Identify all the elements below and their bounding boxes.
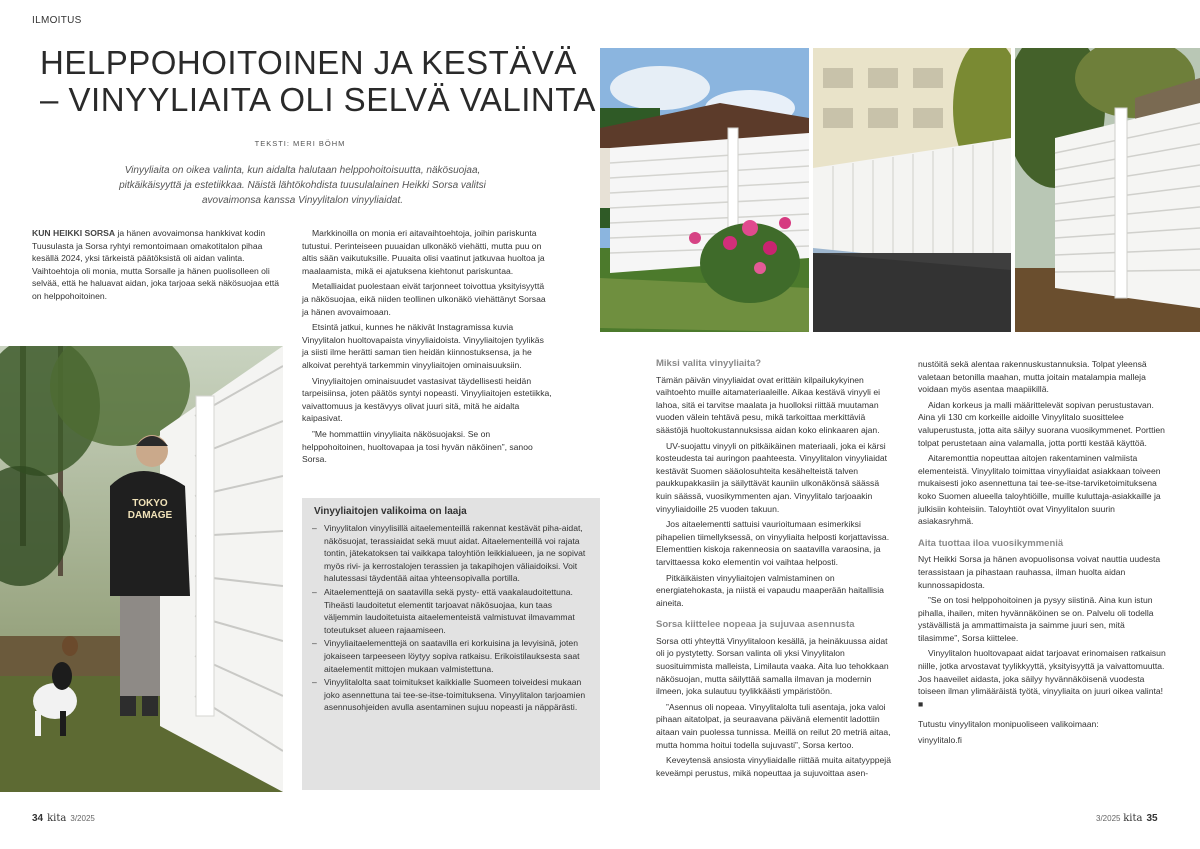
magazine-name: kita [1123,813,1143,824]
col3-p7: Keveytensä ansiosta vinyyliaidalle riittää muita aitatyyppejä keveämpi perustus, mikä nopeuttaa ja sujuvoittaa asen- [656,755,891,778]
sidebar-item: – Vinyylitalon vinyylisillä aitaelementeillä rakennat kestävät piha-aidat, näkösuojat, terassiaidat sekä muut aidat. Aitaelementeillä voi rajata tontin, jätekatoksen tai vaikkapa taloyhtiön leikkialueen, ja ne sopivat myös rivi- ja kerrostalojen terassien ja takapihojen väliaidoiksi. Voit halutessasi täydentää aitaa yhteensopivalla portilla. [312,522,588,585]
website-link[interactable]: vinyylitalo.fi [918,735,962,746]
col4-p1: nustöitä sekä alentaa rakennuskustannuksia. Tolpat yleensä valetaan betonilla maahan, mutta joitain matalampia malleja voidaan myös asentaa maapiikillä. [918,359,1147,395]
col4-p6: Vinyylitalon huoltovapaat aidat tarjoavat erinomaisen ratkaisun niille, jotka arvostavat tyylikkyyttä, yksityisyyttä ja vaivattomuutta. Jos haaveilet aidasta, joka säilyy hyvännäköisenä vuodesta toiseen ilman ylimääräistä työtä, vinyyliaita on juuri oikea valinta! ■ [918,648,1166,709]
byline: TEKSTI: MERI BÖHM [254,139,346,148]
sidebar-list [312,522,588,714]
column-2 [302,227,552,469]
col2-p5: ”Me hommattiin vinyyliaita näkösuojaksi. Se on helppohoitoinen, huoltovapaa ja tosi hyvän näköinen”, sanoo Sorsa. [302,428,533,465]
lede: Vinyyliaita on oikea valinta, kun aidalta halutaan helppohoitoisuutta, näkösuojaa, pitkäikäisyyttä ja estetiikkaa. Näistä lähtökohdista tuusulalainen Heikki Sorsa valitsi avovaimonsa kanssa Vinyylitalon vinyyliaidat. [119,165,486,206]
sidebar-item: – Vinyyliaitaelementtejä on saatavilla eri korkuisina ja levyisinä, joten jokaiseen tarpeeseen löytyy sopiva ratkaisu. Erikoistilauksesta saat aitaelementit mittojen mukaan valmistettuna. [312,637,588,675]
sidebar-heading: Vinyyliaitojen valikoima on laaja [314,506,467,517]
sidebar-item: – Vinyylitalolta saat toimitukset kaikkialle Suomeen toiveidesi mukaan joko asennettuna tai tee-se-itse-toimituksena. Vinyylitalon tarjoamien asennusohjeiden avulla asentaminen sujuu nopeasti ja näppärästi. [312,676,588,714]
col1-paragraph: KUN HEIKKI SORSA ja hänen avovaimonsa hankkivat kodin Tuusulasta ja Sorsa ryhtyi remontoimaan omakotitalon pihaa kesällä 2024, yksi tärkeistä päätöksistä oli aidan valinta. Vaihtoehtoja oli monia, mutta Sorsalle ja hänen puolisolleen oli selvää, että he haluavat aidan, joka tarjoaa sekä näkösuojaa että on helppohoitoinen. [32,228,280,301]
column-1 [32,227,282,306]
col2-p3: Etsintä jatkui, kunnes he näkivät Instagramissa kuvia Vinyylitalon huoltovapaista vinyyliaidoista. Vinyyliaitojen tyylikäs ja siisti ilme herätti saman tien heidän kiinnostuksensa, ja he alkoivat perehtyä tarkemmin vinyyliaitojen ominaisuuksiin. [302,322,544,370]
hoodie-text-2: DAMAGE [127,510,173,521]
lead-in: KUN HEIKKI SORSA [32,228,116,238]
folio-left [32,813,95,824]
photo-fence-roses [600,48,809,332]
col4-p7: Tutustu vinyylitalon monipuoliseen valikoimaan: [918,719,1099,730]
photo-fence-building [813,48,1011,332]
col4-p2: Aidan korkeus ja malli määrittelevät sopivan perustustavan. Aina yli 130 cm korkeille aidoille Vinyylitalo suosittelee valuperustusta, jotta aita säilyy suorana vuosikymmenet. Porttien tolpat perustetaan aina valamalla, jotta portti kestää käyttöä. [918,399,1165,448]
article-title [40,44,596,118]
column-3 [656,358,896,782]
col3-p6: ”Asennus oli nopeaa. Vinyylitalolta tuli asentaja, joka valoi pihaan aitatolpat, ja seuraavana päivänä elementit ladottiin aitaan vain puolessa tunnissa. Meillä on reilut 20 metriä aitaa, mutta homma hoitui todella sujuvasti”, Sorsa kertoo. [656,701,891,750]
title-line-1: HELPPOHOITOINEN JA KESTÄVÄ [40,44,577,81]
magazine-name: kita [47,813,67,824]
col3-p3: Jos aitaelementti sattuisi vaurioitumaan esimerkiksi pihapelien tiimellyksessä, on vinyyliaita helposti korjattavissa. Elementtien kiskoja rakenneosia on saatavilla varaosina, ja tarvittaessa koko elementin voi vaihtaa helposti. [656,519,890,567]
col3-p2: UV-suojattu vinyyli on pitkäikäinen materiaali, joka ei kärsi kosteudesta tai auringon paahteesta. Vinyylitalon vinyyliaidat kestävät Suomen sääolosuhteita kesähelteistä talven paukkupakkasiin ja säilyttävät kauniin ulkonäkönsä säässä kuin säässä, vuosikymmenten ajan. Vinyylitalo tarjoaakin vinyyliaidoille 25 vuoden takuun. [656,440,888,514]
page-number: 34 [32,813,44,824]
col4-p4: Nyt Heikki Sorsa ja hänen avopuolisonsa voivat nauttia uudesta terassistaan ja pihastaan rauhassa, ilman huolta aidan kunnossapidosta. [918,554,1161,590]
photo-man-with-dog [0,346,283,792]
hoodie-text-1: TOKYO [132,498,168,509]
subhead-installation: Sorsa kiittelee nopeaa ja sujuvaa asennusta [656,619,855,631]
col3-p1: Tämän päivän vinyyliaidat ovat erittäin kilpailukykyinen vaihtoehto muille aitamateriaaleille. Aikaa kestävä vinyyli ei lahoa, sitä ei tarvitse maalata ja huolloksi riittää muutaman vuoden välein tehtävä pesu, mikä tarkoittaa merkittäviä säästöjä huoltokustannuksissa aidan koko elinkaaren ajan. [656,374,881,435]
col3-p5: Sorsa otti yhteyttä Vinyylitaloon kesällä, ja heinäkuussa aidat oli jo pystytetty. Sorsan valinta oli yksi Vinyylitalon suosituimmista malleista, Limilauta vaaka. Aita luo tehokkaan näkösuojan, mutta säilyttää samalla ilmavan ja modernin ilmeen, joka sulautuu tyylikkäästi ympäristöön. [656,635,889,697]
col4-p3: Aitaremonttia nopeuttaa aitojen rakentaminen valmiista elementeistä. Vinyylitalo toimittaa vinyyliaidat asiakkaan toiveen mukaisesti joko asennettuna tai tee-se-itse-tarviketoimituksena koko Suomen alueella taloyhtiöille, muille kuluttaja-asiakkaille ja julkisiin kohteisiin. Taloyhtiöt ovat Vinyylitalon suurin asiakasryhmä. [918,453,1161,527]
col2-p2: Metalliaidat puolestaan eivät tarjonneet toivottua yksityisyyttä ja näkösuojaa, eikä niiden teollinen ulkonäkö viehättänyt Sorsaa ja hänen avovaimoaan. [302,281,546,317]
col3-p4: Pitkäikäisten vinyyliaitojen valmistaminen on energiatehokasta, ja niistä ei vapaudu maaperään haitallisia aineita. [656,572,884,608]
column-4 [918,358,1168,750]
sidebar-box [302,498,600,790]
sidebar-item: – Aitaelementtejä on saatavilla sekä pysty- että vaakalaudoitettuna. Tiheästi laudoitetut elementit tarjoavat näkösuojaa, kun taas väljemmin laudoitetuista aitaelementeistä valmistuvat ilmavammat toteutukset alueen rajaamiseen. [312,586,588,636]
subhead-why-vinyl: Miksi valita vinyyliaita? [656,358,762,369]
col2-p4: Vinyyliaitojen ominaisuudet vastasivat täydellisesti heidän tarpeisiinsa, joten päätös syntyi nopeasti. Vinyyliaitojen estetiikka, vaivattomuus ja kestävyys olivat juuri sitä, mitä he aidalta kaipasivat. [302,375,552,424]
title-line-2: – VINYYLIAITA OLI SELVÄ VALINTA [40,81,596,118]
section-label: ILMOITUS [32,15,82,26]
page-number: 35 [1146,813,1158,824]
photo-fence-closeup [1015,48,1200,332]
issue-number: 3/2025 [1096,814,1121,823]
folio-right [1096,813,1162,824]
subhead-joy: Aita tuottaa iloa vuosikymmeniä [918,537,1064,549]
issue-number: 3/2025 [70,814,95,823]
col2-p1: Markkinoilla on monia eri aitavaihtoehtoja, joihin pariskunta tutustui. Perinteiseen puuaidan ulkonäkö viehätti, mutta puu on altis sään vaikutuksille. Puuaita olisi vaatinut jatkuvaa huoltoa ja maalaamista, mikä ei ajatuksena kiehtonut pariskuntaa. [302,228,545,276]
col4-p5: ”Se on tosi helppohoitoinen ja pysyy siistinä. Aina kun istun pihalla, ihailen, miten hyvännäköinen se on. Palvelu oli todella ystävällistä ja ammattimaista ja saimme juuri sen, mitä tilasimme”, Sorsa kiittelee. [918,595,1154,643]
